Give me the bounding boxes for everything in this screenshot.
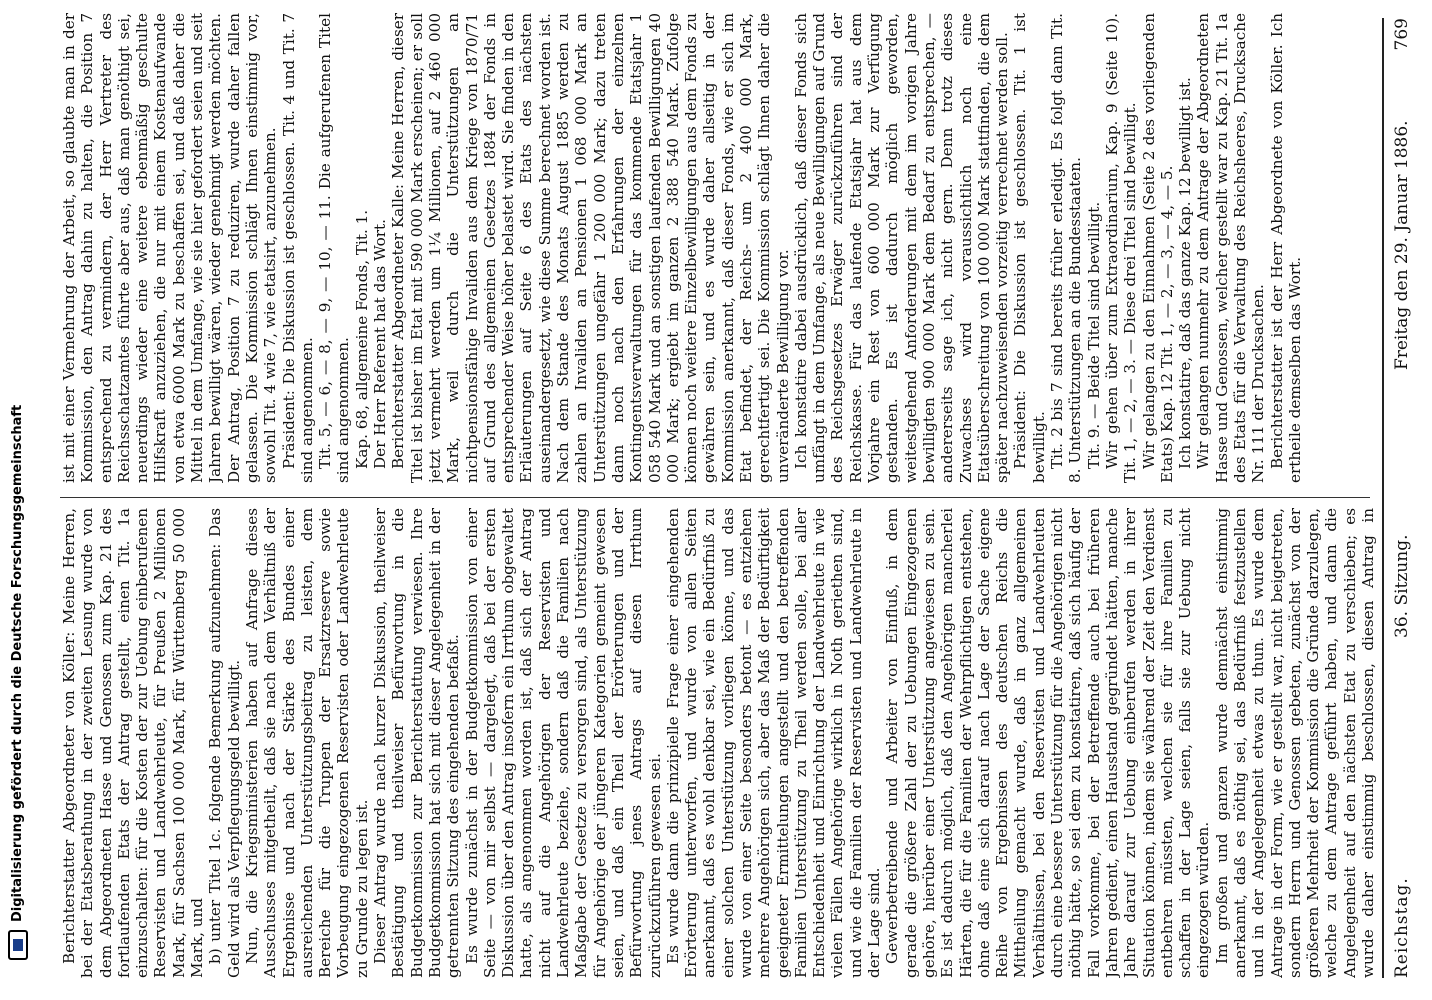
paragraph: Berichterstatter Abgeordneter von Köller: Meine Herren, bei der Etatsberathung in der zweiten Lesung wurde von dem Abgeordneten Hasse und Genossen zum Kap. 21 des fortlaufenden Etats der Antrag gestellt, einen Tit. 1a einzuschalten: für die Kosten der zur Uebung einberufenen Reservisten und Landwehrleute, für Preußen 2 Millionen Mark, für Sachsen 100 000 Mark, für Württemberg 50 000 Mark, und	[60, 508, 207, 978]
column-left	[60, 508, 1378, 978]
paragraph: Wir gelangen zu den Einnahmen (Seite 2 des vorliegenden Etats) Kap. 12 Tit. 1, — 2, — 3, — 4, — 5.	[1139, 13, 1176, 483]
credit-text: Digitalisierung gefördert durch die Deutsche Forschungsgemeinschaft	[10, 404, 25, 922]
header-date-and-page	[1388, 18, 1416, 370]
paragraph: Berichterstatter ist der Herr Abgeordnete von Köller. Ich ertheile demselben das Wort.	[1267, 13, 1304, 483]
paragraph: Tit. 5, — 6, — 8, — 9, — 10, — 11. Die aufgerufenen Titel sind angenommen.	[316, 13, 353, 483]
header-chamber: Reichstag.	[1392, 877, 1412, 978]
paragraph: Tit. 9. — Beide Titel sind bewilligt.	[1084, 201, 1103, 469]
paragraph: Präsident: Die Diskussion ist geschlossen. Tit. 4 und Tit. 7 sind angenommen.	[279, 13, 316, 483]
paragraph: Der Herr Referent hat das Wort.	[371, 219, 390, 469]
paragraph: Berichterstatter Abgeordneter Kalle: Meine Herren, dieser Titel ist bisher im Etat mit 590 000 Mark erscheinen; er soll jetzt vermehrt werden um 1¼ Millionen, auf 2 460 000 Mark, weil durch die Unterstützungen an nichtpensionsfähige Invaliden aus dem Kriege von 1870/71 auf Grund des allgemeinen Gesetzes 1884 der Fonds in entsprechender Weise höher belastet wird. Sie finden in den Erläuterungen auf Seite 6 des Etats des nächsten auseinandergesetzt, wie diese Summe berechnet worden ist. Nach dem Stande des Monats August 1885 werden zu zahlen an Invaliden an Pensionen 1 068 000 Mark an Unterstützungen ungefähr 1 200 000 Mark; dazu treten dann noch nach den Erfahrungen der einzelnen Kontingentsverwaltungen für das kommende Etatsjahr 1 058 540 Mark und an sonstigen laufenden Bewilligungen 40 000 Mark; ergiebt im ganzen 2 388 540 Mark. Zufolge können noch weitere Einzelbewilligungen aus dem Fonds zu gewähren sein, und es wurde daher allseitig in der Kommission anerkannt, daß dieser Fonds, wie er sich im Etat befindet, der Reichs- um 2 400 000 Mark, gerechtfertigt sei. Die Kommission schlägt Ihnen daher die unveränderte Bewilligung vor.	[389, 13, 792, 483]
column-divider	[60, 497, 1370, 498]
paragraph: Im großen und ganzen wurde demnächst einstimmig anerkannt, daß es nöthig sei, das Bedürfniß festzustellen und in der Angelegenheit etwas zu thun. Es wurde dem Antrage in der Form, wie er gestellt war, nicht beigetreten, sondern Herrn und Genossen gebeten, zunächst von der größeren Mehrheit der Kommission die Gründe darzulegen, welche zu dem Antrage geführt haben, und dann die Angelegenheit auf den nächsten Etat zu verschieben; es wurde daher einstimmig beschlossen, diesen Antrag in	[1212, 508, 1378, 978]
dfg-logo-icon	[8, 930, 28, 960]
header-date: Freitag den 29. Januar 1886.	[1392, 120, 1412, 371]
paragraph: Wir gehen über zum Extraordinarium, Kap. 9 (Seite 10). Tit. 1, — 2, — 3. — Diese drei Titel sind bewilligt.	[1102, 13, 1140, 483]
paragraph: Tit. 2 bis 7 sind bereits früher erledigt. Es folgt dann Tit. 8. Unterstützungen an die Bundesstaaten.	[1048, 13, 1085, 483]
paragraph: Es wurde dann die prinzipielle Frage einer eingehenden Erörterung unterworfen, und wurde von allen Seiten anerkannt, daß es wohl denkbar sei, wie ein Bedürfniß zu einer solchen Unterstützung vorliegen könne, und das wurde von einer Seite besonders betont — es entziehen mehrere Angehörigen sich, aber das Maß der Bedürftigkeit geeigneter Ermittelungen angestellt und den betreffenden Familien Unterstützung zu Theil werden solle, bei aller Entschiedenheit und Einrichtung der Landwehrleute in wie vielen Fällen Angehörige wirklich in Noth geriethen sind, und wie die Familien der Reservisten und Landwehrleute in der Lage sind.	[663, 508, 884, 978]
paragraph: Dieser Antrag wurde nach kurzer Diskussion, theilweiser Bestätigung und theilweiser Befürwortung in die Budgetkommission zur Berichterstattung verwiesen. Ihre Budgetkommission hat sich mit dieser Angelegenheit in der getrennten Sitzung des eingehenden befaßt.	[371, 508, 463, 978]
paragraph: ist mit einer Vermehrung der Arbeit, so glaubte man in der Kommission, den Antrag dahin zu halten, die Position 7 entsprechend zu vermindern, der Herr Vertreter des Reichsschatzamtes führte aber aus, daß man genöthigt sei, neuerdings wieder eine weitere ebenmäßig geschulte Hilfskraft anzuziehen, die nur mit einem Kostenaufwande von etwa 6000 Mark zu beschaffen sei, und daß daher die Mittel in dem Umfange, wie sie hier gefordert seien und seit Jahren bewilligt wären, wieder genehmigt werden möchten. Der Antrag, Position 7 zu reduziren, wurde daher fallen gelassen. Die Kommission schlägt Ihnen einstimmig vor, sowohl Tit. 4 wie 7, wie etatsirt, anzunehmen.	[60, 13, 280, 483]
paragraph: Ich konstatire, daß das ganze Kap. 12 bewilligt ist.	[1176, 77, 1195, 469]
paragraph: Kap. 68, allgemeine Fonds, Tit. 1.	[352, 209, 371, 469]
digitization-credit	[6, 20, 30, 960]
paragraph: Ich konstatire dabei ausdrücklich, daß dieser Fonds sich umfängt in dem Umfange, als neue Bewilligungen auf Grund des Reichsgesetzes Erwäger zurückzuführen sind der Reichskasse. Für das laufende Etatsjahr hat aus dem Vorjahre ein Rest von 600 000 Mark zur Verfügung gestanden. Es ist dadurch möglich geworden, weitestgehend Anforderungen mit dem im vorigen Jahre bewilligten 900 000 Mark dem Bedarf zu entsprechen, — andererseits sage ich, nicht gern. Denn trotz dieses Zuwachses wird voraussichtlich noch eine Etatsüberschreitung von 100 000 Mark stattfinden, die dem später nachzuweisenden vorzeitig verrechnet werden soll.	[791, 13, 1012, 483]
paragraph: Präsident: Die Diskussion ist geschlossen. Tit. 1 ist bewilligt.	[1011, 13, 1048, 483]
page-number: 769	[1392, 18, 1412, 51]
paragraph: Nun, die Kriegsministerien haben auf Anfrage dieses Ausschusses mitgetheilt, daß sie nach dem Verhältniß der Ergebnisse und nach der Stärke des Bundes einer ausreichenden Unterstützungsbeitrag zu leisten, dem Bereiche für die Truppen der Ersatzreserve sowie Vorbeugung eingezogenen Reservisten oder Landwehrleute zu Grunde zu legen ist.	[242, 508, 371, 978]
paragraph: b) unter Titel 1c. folgende Bemerkung aufzunehmen: Das Geld wird als Verpflegungsgeld bewilligt.	[206, 508, 243, 978]
column-right	[60, 13, 1378, 483]
running-header	[1388, 18, 1416, 978]
header-rule	[1382, 18, 1384, 978]
paragraph: Es wurde zunächst in der Budgetkommission von einer Seite — von mir selbst — dargelegt, daß bei der ersten Diskussion über den Antrag insofern ein Irrthum obgewaltet hatte, als angenommen worden ist, daß sich der Antrag nicht auf die Angehörigen der Reservisten und Landwehrleute beziehe, sondern daß die Familien nach Maßgabe der Gesetze zu versorgen sind, als Unterstützung für Angehörige der jüngeren Kategorien gemeint gewesen seien, und daß ein Theil der Erörterungen und der Befürwortung jenes Antrags auf diesen Irrthum zurückzuführen gewesen sei.	[462, 508, 664, 978]
paragraph: Wir gelangen nunmehr zu dem Antrage der Abgeordneten Hasse und Genossen, welcher gestellt war zu Kap. 21 Tit. 1a des Etats für die Verwaltung des Reichsheeres, Drucksache Nr. 111 der Drucksachen.	[1194, 13, 1268, 483]
header-session: 36. Sitzung.	[1392, 534, 1412, 638]
paragraph: Gewerbetreibende und Arbeiter von Einfluß, in dem gerade die größere Zahl der zu Uebungen Eingezogenen gehöre, hierüber einer Unterstützung angewiesen zu sein. Es ist dadurch möglich, daß den Angehörigen mancherlei Härten, die für die Familien der Wehrpflichtigen entstehen, ohne daß eine sich darauf nach Lage der Sache eigene Reihe von Ergebnissen des deutschen Reichs die Mittheilung gemacht wurde, daß in ganz allgemeinen Verhältnissen, bei den Reservisten und Landwehrleuten durch eine bessere Unterstützung für die Angehörigen nicht nöthig hätte, so sei dem zu konstatiren, daß sich häufig der Fall vorkomme, bei der Betreffende auch bei früheren Jahren gedient, einen Hausstand gegründet hätten, manche Jahre darauf zur Uebung einberufen werden in ihrer Situation können, indem sie während der Zeit den Verdienst entbehren müssten, welchen sie für ihre Familien zu schaffen in der Lage seien, falls sie zur Uebung nicht eingezogen würden.	[883, 508, 1213, 978]
